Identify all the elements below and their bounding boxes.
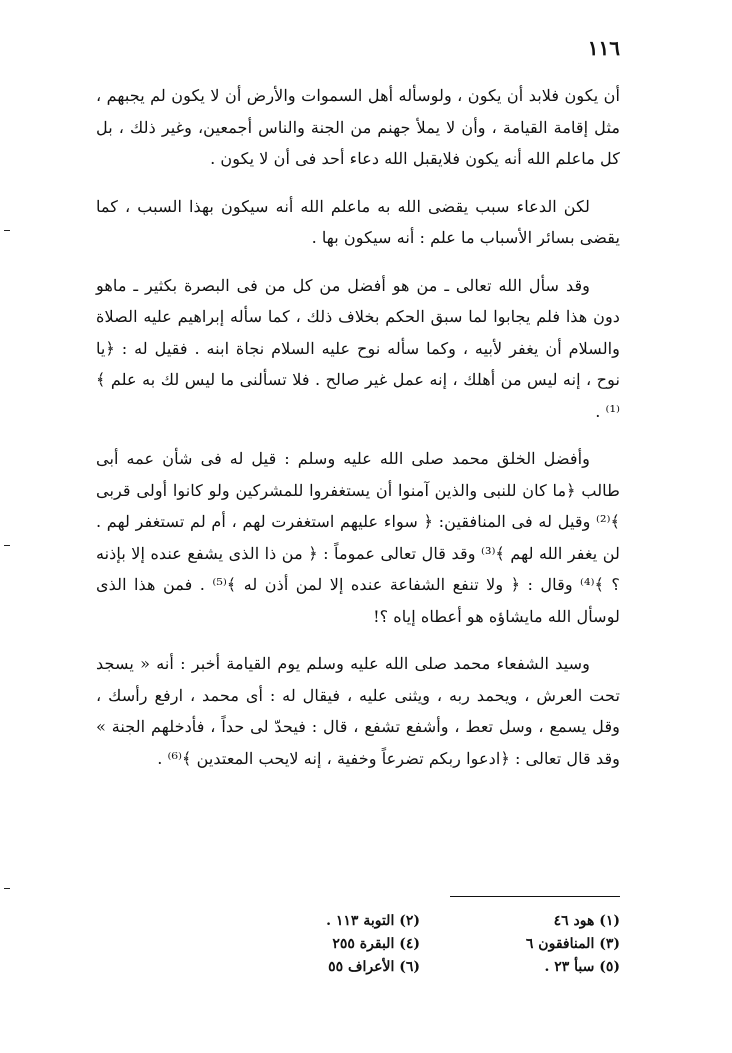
paragraph-5: وسيد الشفعاء محمد صلى الله عليه وسلم يوم القيامة أخبر : أنه « يسجد تحت العرش ، ويحمد ربه ، ويثنى عليه ، فيقال له : أى محمد ، ارفع رأسك ، وقل يسمع ، وسل تعط ، وأشفع تشفع ، قال : فيحدّ لى حداً ، فأدخلهم الجنة » وقد قال تعالى : ﴿ادعوا ربكم تضرعاً وخفية ، إنه لايحب المعتدين ﴾⁽⁶⁾ . — [96, 654, 620, 768]
paragraph-2: لكن الدعاء سبب يقضى الله به ماعلم الله أنه سيكون بهذا السبب ، كما يقضى بسائر الأسباب ما علم : أنه سيكون بها . — [96, 196, 620, 247]
footnotes — [200, 910, 620, 979]
footnote-6: (٦) الأعراف ٥٥ — [328, 959, 420, 975]
paragraph-4: وأفضل الخلق محمد صلى الله عليه وسلم : قيل له فى شأن عمه أبى طالب ﴿ما كان للنبى والذين آمنوا أن يستغفروا للمشركين ولو كانوا أولى قربى ﴾⁽²⁾ وقيل له فى المنافقين: ﴿ سواء عليهم استغفرت لهم ، أم لم تستغفر لهم . لن يغفر الله لهم ﴾⁽³⁾ وقد قال تعالى عموماً : ﴿ من ذا الذى يشفع عنده إلا بإذنه ؟ ﴾⁽⁴⁾ وقال : ﴿ ولا تنفع الشفاعة عنده إلا لمن أذن له ﴾⁽⁵⁾ . فمن هذا الذى لوسأل الله مايشاؤه هو أعطاه إياه ؟! — [96, 449, 621, 626]
margin-mark — [4, 545, 10, 546]
main-text — [96, 80, 620, 790]
footnote-row — [200, 910, 620, 933]
paragraph-3: وقد سأل الله تعالى ـ من هو أفضل من كل من فى البصرة بكثير ـ ماهو دون هذا فلم يجابوا لما سبق الحكم بخلاف ذلك ، كما سأله إبراهيم عليه الصلاة والسلام أن يغفر لأبيه ، وكما سأله نوح عليه السلام نجاة ابنه . فقيل له : ﴿يا نوح ، إنه ليس من أهلك ، إنه عمل غير صالح . فلا تسألنى ما ليس لك به علم ﴾⁽¹⁾ . — [96, 275, 620, 421]
footnote-5: (٥) سبأ ٢٣ . — [544, 959, 620, 975]
footnote-2: (٢) التوبة ١١٣ . — [326, 913, 420, 929]
page-number: ١١٦ — [587, 36, 620, 60]
margin-mark — [4, 888, 10, 889]
footnote-row — [200, 956, 620, 979]
margin-mark — [4, 230, 10, 231]
paragraph-1: أن يكون فلابد أن يكون ، ولوسأله أهل السموات والأرض أن لا يكون لم يجبهم ، مثل إقامة القيامة ، وأن لا يملأ جهنم من الجنة والناس أجمعين، وغير ذلك ، بل كل ماعلم الله أنه يكون فلايقبل الله دعاء أحد فى أن لا يكون . — [96, 86, 620, 168]
footnote-4: (٤) البقرة ٢٥٥ — [332, 936, 420, 952]
footnote-3: (٣) المنافقون ٦ — [525, 936, 620, 952]
footnote-row — [200, 933, 620, 956]
footnote-divider — [450, 896, 620, 897]
footnote-1: (١) هود ٤٦ — [553, 913, 620, 929]
